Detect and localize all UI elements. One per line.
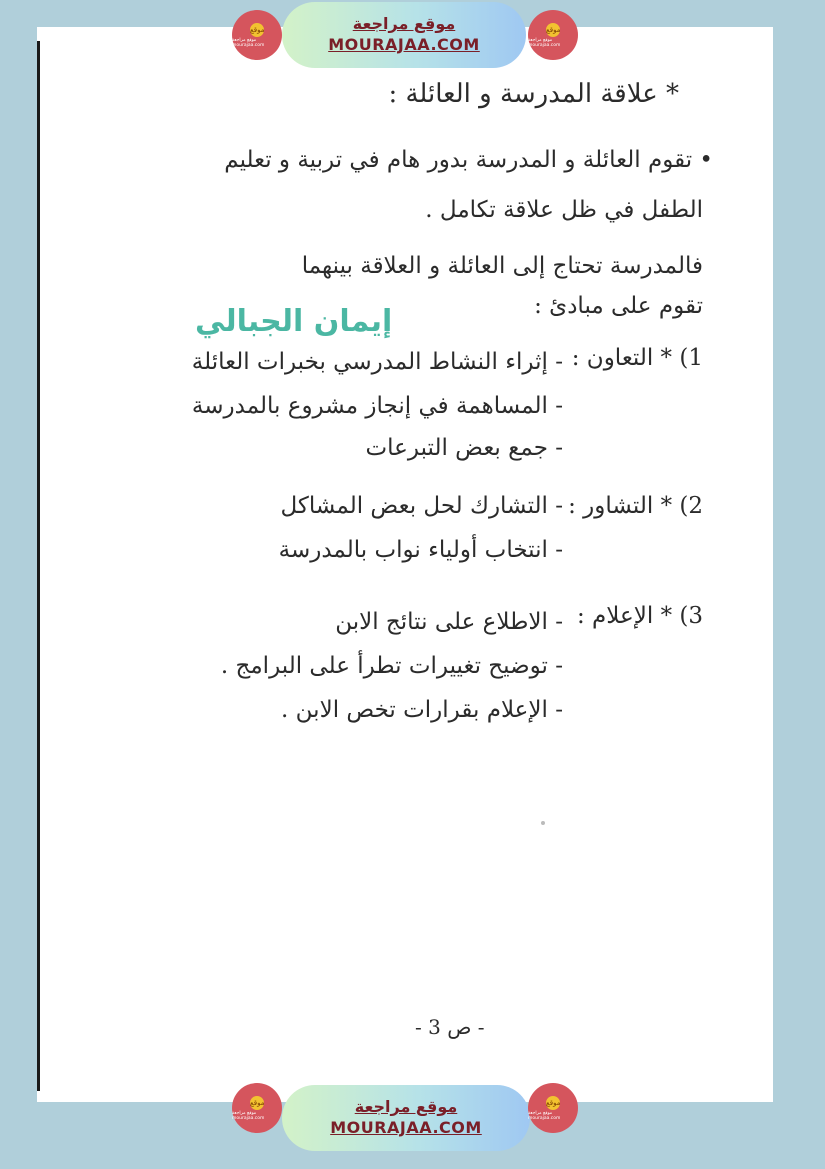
site-name-latin: MOURAJAA.COM — [330, 1118, 482, 1137]
site-banner-bottom[interactable] — [282, 1085, 530, 1151]
author-signature: إيمان الجبالي — [195, 304, 393, 339]
principle-item: - الإعلام بقرارات تخص الابن . — [281, 697, 563, 723]
intro-line-4: تقوم على مبادئ : — [534, 293, 703, 319]
principle-item: - المساهمة في إنجاز مشروع بالمدرسة — [191, 393, 563, 419]
scan-speck — [541, 821, 545, 825]
mourajaa-logo-right-bottom — [528, 1083, 578, 1133]
page-number: - ص 3 - — [415, 1015, 485, 1039]
principle-heading-consultation: 2) * التشاور : — [568, 493, 703, 519]
principle-item: - إثراء النشاط المدرسي بخبرات العائلة — [191, 349, 563, 375]
site-name-arabic: موقع مراجعة — [352, 14, 456, 33]
logo-mark: موقع — [250, 1096, 264, 1110]
site-banner-top[interactable] — [282, 2, 526, 68]
mourajaa-logo-left-bottom — [232, 1083, 282, 1133]
intro-line-3: فالمدرسة تحتاج إلى العائلة و العلاقة بينهما — [301, 253, 703, 279]
logo-caption: موقع مراجعة mourajaa.com — [528, 37, 561, 48]
principle-item: - انتخاب أولياء نواب بالمدرسة — [278, 537, 563, 563]
logo-caption: موقع مراجعة mourajaa.com — [232, 37, 265, 48]
principle-item: - التشارك لحل بعض المشاكل — [280, 493, 563, 519]
logo-caption: موقع مراجعة mourajaa.com — [528, 1110, 561, 1121]
mourajaa-logo-left-top — [232, 10, 282, 60]
principle-item: - جمع بعض التبرعات — [365, 435, 563, 461]
intro-line-1: • تقوم العائلة و المدرسة بدور هام في تربية و تعليم — [224, 147, 713, 173]
principle-heading-information: 3) * الإعلام : — [577, 603, 703, 629]
principle-item: - الاطلاع على نتائج الابن — [335, 609, 563, 635]
intro-line-2: الطفل في ظل علاقة تكامل . — [425, 197, 703, 223]
logo-mark: موقع — [546, 1096, 560, 1110]
scanned-page — [37, 27, 773, 1102]
site-name-arabic: موقع مراجعة — [354, 1097, 458, 1116]
mourajaa-logo-right-top — [528, 10, 578, 60]
logo-mark: موقع — [546, 23, 560, 37]
logo-mark: موقع — [250, 23, 264, 37]
document-title: * علاقة المدرسة و العائلة : — [388, 79, 679, 109]
principle-heading-cooperation: 1) * التعاون : — [571, 345, 703, 371]
logo-caption: موقع مراجعة mourajaa.com — [232, 1110, 265, 1121]
page-left-border — [37, 41, 40, 1091]
principle-item: - توضيح تغييرات تطرأ على البرامج . — [220, 653, 563, 679]
site-name-latin: MOURAJAA.COM — [328, 35, 480, 54]
